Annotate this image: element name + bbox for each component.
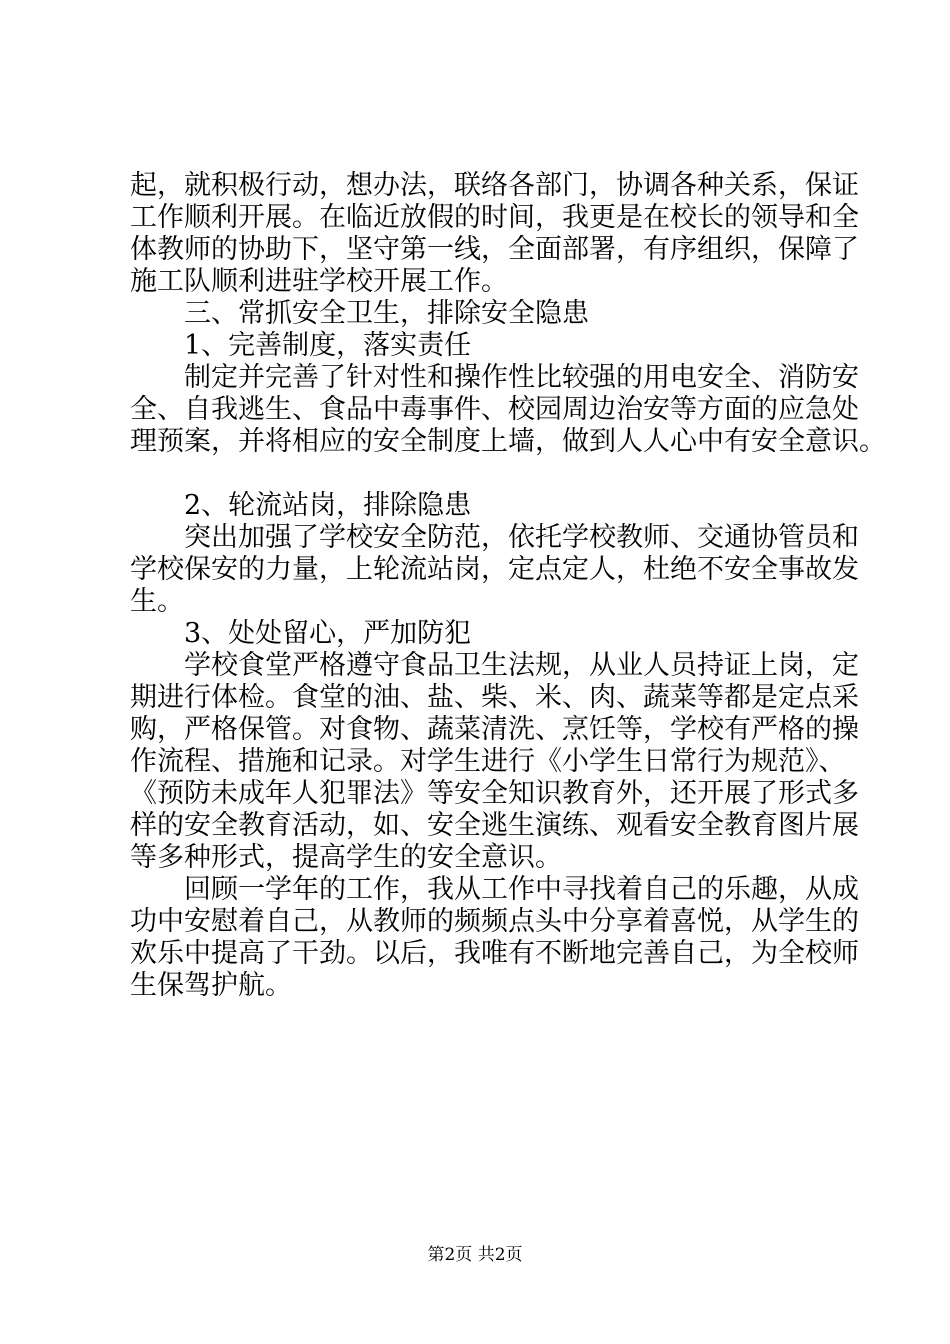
paragraph-line: 生保驾护航。 bbox=[130, 970, 292, 1001]
paragraph-line: 起，就积极行动，想办法，联络各部门，协调各种关系，保证 bbox=[130, 170, 859, 201]
paragraph-line: 学校食堂严格遵守食品卫生法规，从业人员持证上岗，定 bbox=[184, 650, 859, 681]
paragraph-line: 突出加强了学校安全防范，依托学校教师、交通协管员和 bbox=[184, 522, 859, 553]
section-heading: 三、常抓安全卫生，排除安全隐患 bbox=[184, 298, 589, 329]
paragraph-line: 欢乐中提高了干劲。以后，我唯有不断地完善自己，为全校师 bbox=[130, 938, 859, 969]
subsection-heading: 1、完善制度，落实责任 bbox=[184, 330, 472, 361]
paragraph-line: 作流程、措施和记录。对学生进行《小学生日常行为规范》、 bbox=[130, 746, 846, 777]
paragraph-line: 样的安全教育活动，如、安全逃生演练、观看安全教育图片展 bbox=[130, 810, 859, 841]
subsection-heading: 2、轮流站岗，排除隐患 bbox=[184, 490, 472, 521]
subsection-heading: 3、处处留心，严加防犯 bbox=[184, 618, 472, 649]
paragraph-line: 工作顺利开展。在临近放假的时间，我更是在校长的领导和全 bbox=[130, 202, 859, 233]
page-footer: 第2页 共2页 bbox=[427, 1245, 523, 1265]
paragraph-line: 期进行体检。食堂的油、盐、柴、米、肉、蔬菜等都是定点采 bbox=[130, 682, 859, 713]
blank-line bbox=[130, 458, 830, 490]
paragraph-line: 《预防未成年人犯罪法》等安全知识教育外，还开展了形式多 bbox=[130, 778, 859, 809]
paragraph-line: 等多种形式，提高学生的安全意识。 bbox=[130, 842, 562, 873]
paragraph-line: 全、自我逃生、食品中毒事件、校园周边治安等方面的应急处 bbox=[130, 394, 859, 425]
paragraph-line: 理预案，并将相应的安全制度上墙，做到人人心中有安全意识。 bbox=[130, 426, 886, 457]
paragraph-line: 体教师的协助下，坚守第一线，全面部署，有序组织，保障了 bbox=[130, 234, 859, 265]
paragraph-line: 施工队顺利进驻学校开展工作。 bbox=[130, 266, 508, 297]
paragraph-line: 生。 bbox=[130, 586, 184, 617]
paragraph-line: 回顾一学年的工作，我从工作中寻找着自己的乐趣，从成 bbox=[184, 874, 859, 905]
paragraph-line: 购，严格保管。对食物、蔬菜清洗、烹饪等，学校有严格的操 bbox=[130, 714, 859, 745]
document-body bbox=[130, 170, 886, 1002]
paragraph-line: 制定并完善了针对性和操作性比较强的用电安全、消防安 bbox=[184, 362, 859, 393]
paragraph-line: 学校保安的力量，上轮流站岗，定点定人，杜绝不安全事故发 bbox=[130, 554, 859, 585]
paragraph-line: 功中安慰着自己，从教师的频频点头中分享着喜悦，从学生的 bbox=[130, 906, 859, 937]
